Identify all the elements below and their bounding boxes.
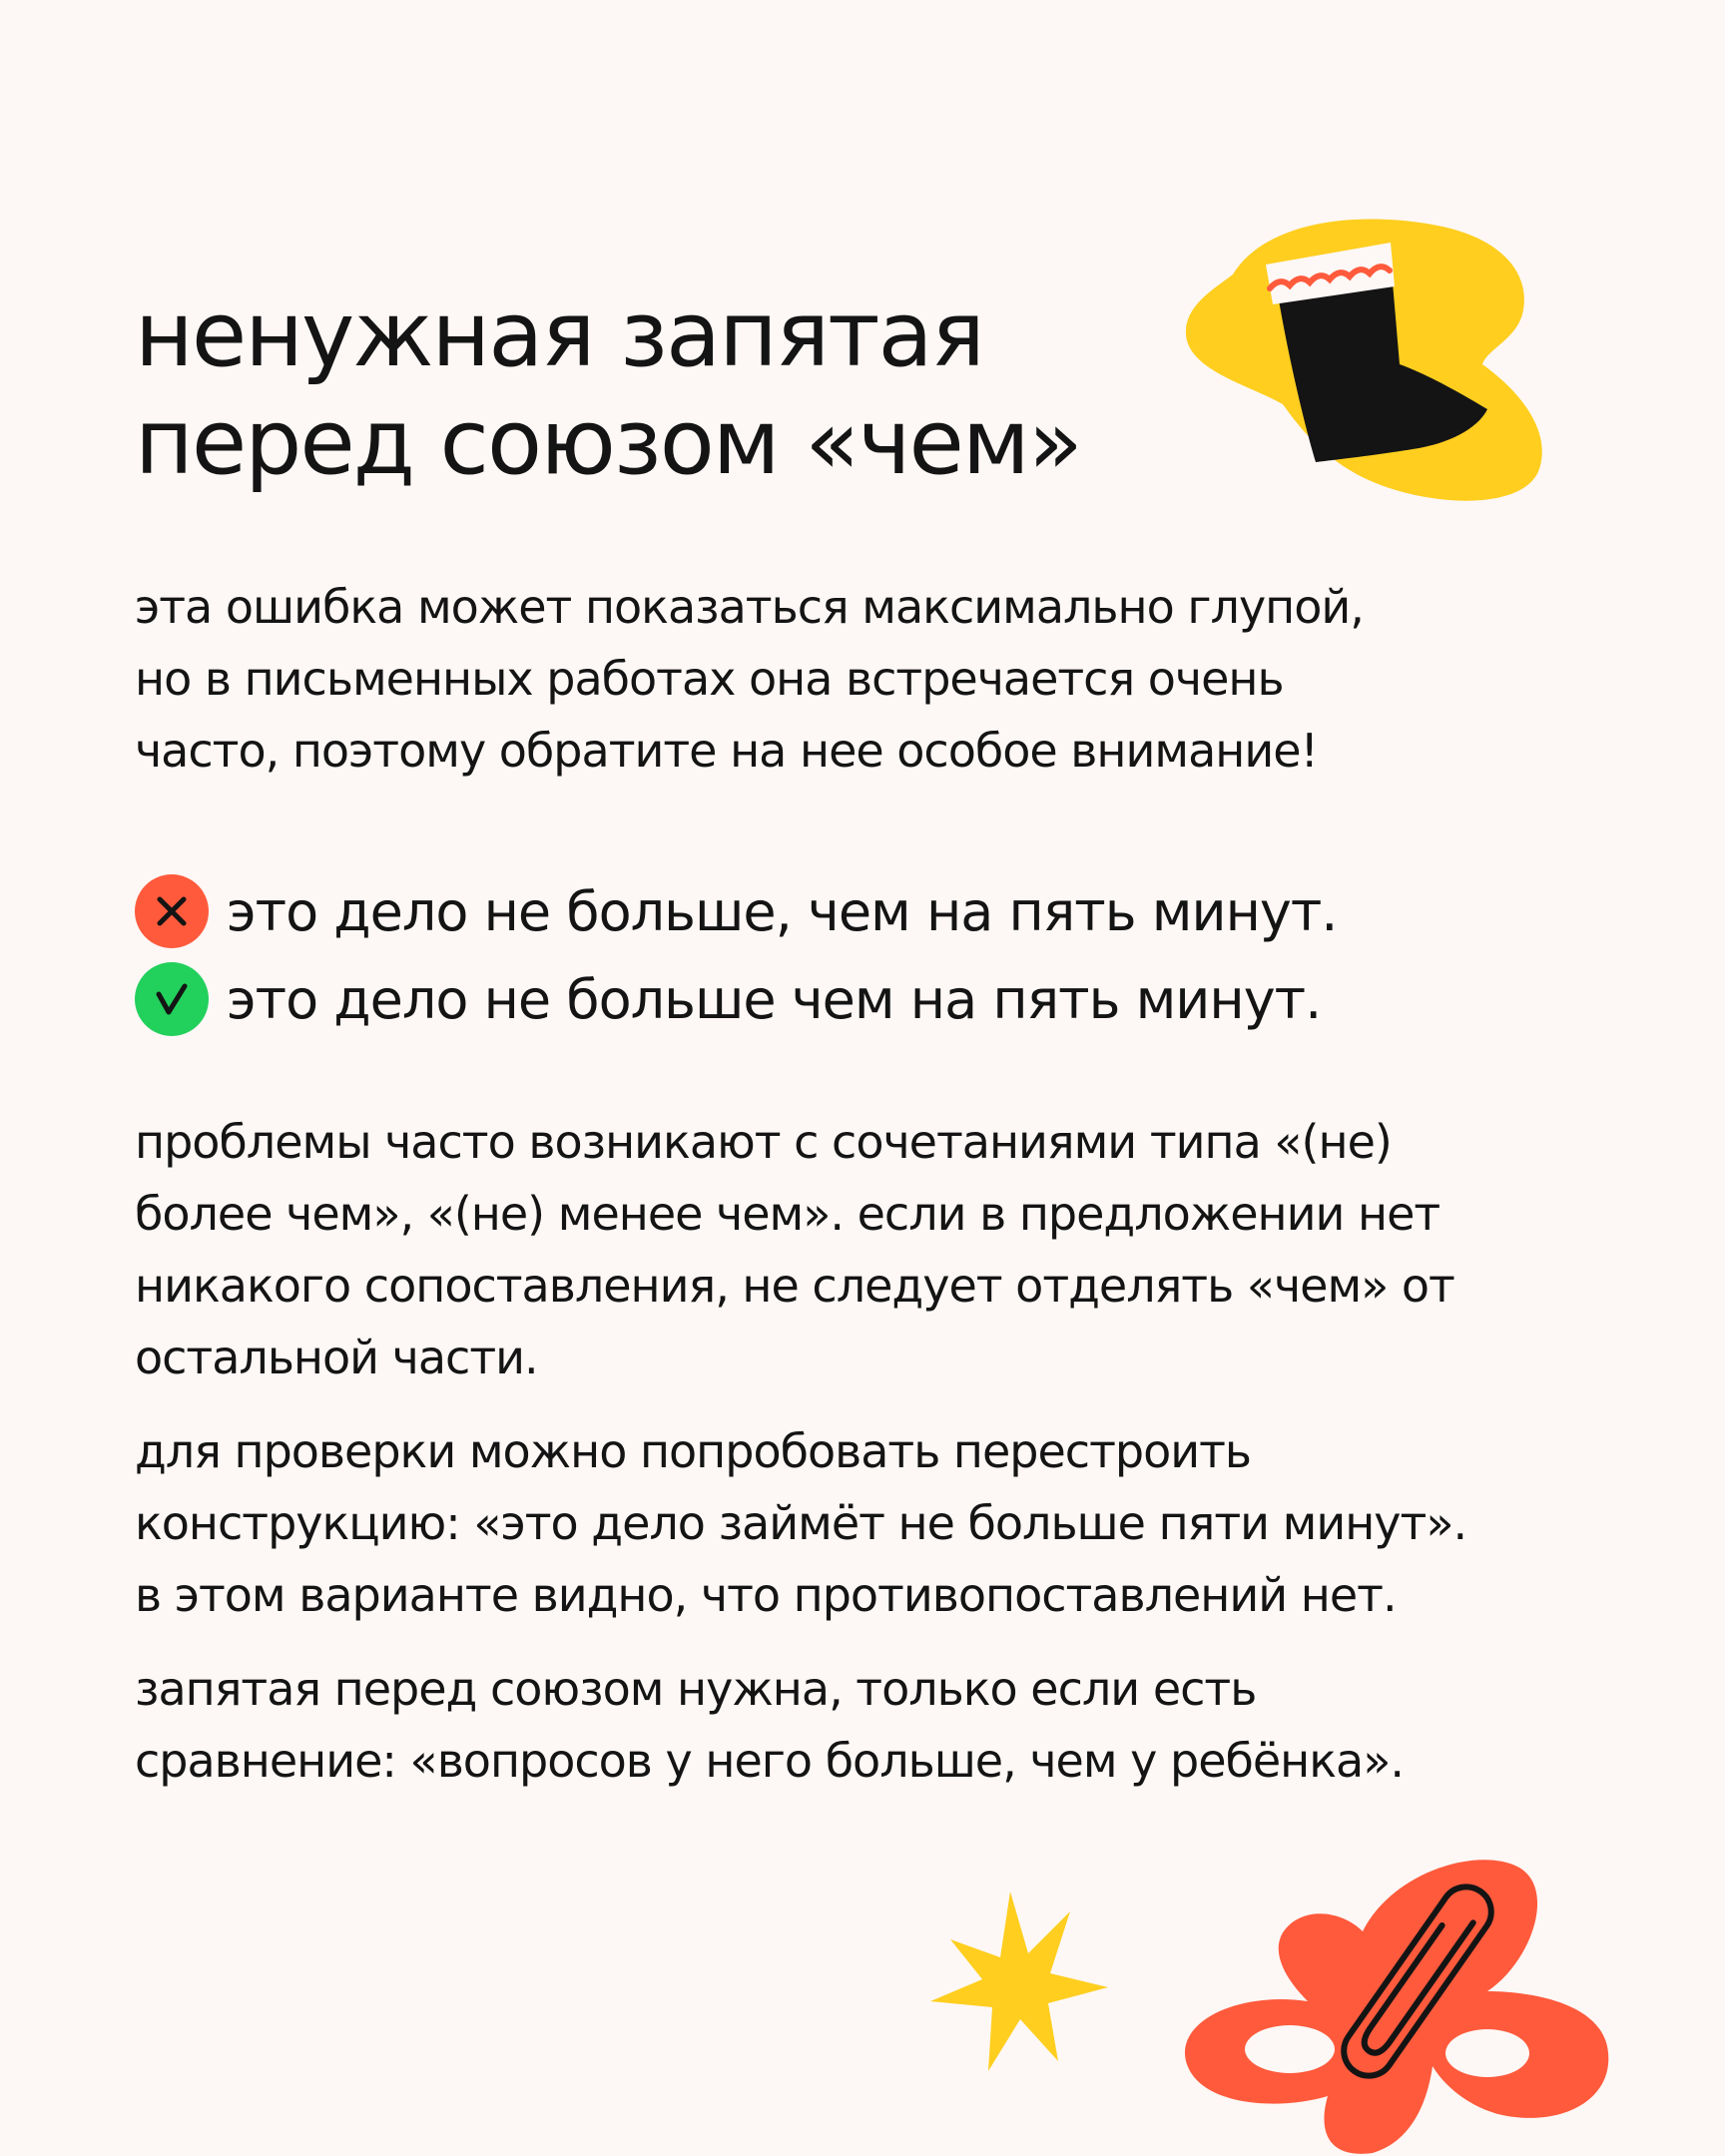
boot-icon — [1178, 205, 1547, 509]
correct-example — [135, 961, 1321, 1037]
flower-hole-right — [1445, 2029, 1529, 2077]
check-paragraph — [135, 1415, 1532, 1631]
title-line-2: перед союзом «чем» — [135, 390, 1081, 495]
comparison-line: сравнение: «вопросов у него больше, чем у ребёнка». — [135, 1734, 1404, 1788]
comparison-paragraph — [135, 1653, 1532, 1797]
problem-paragraph — [135, 1106, 1532, 1393]
wrong-example-text: это дело не больше, чем на пять минут. — [227, 879, 1338, 943]
correct-example-text: это дело не больше чем на пять минут. — [227, 967, 1322, 1031]
intro-line: но в письменных работах она встречается очень — [135, 652, 1284, 706]
intro-line: эта ошибка может показаться максимально глупой, — [135, 580, 1364, 634]
problem-line: более чем», «(не) менее чем». если в предложении нет — [135, 1187, 1440, 1241]
flower-clip-icon — [1178, 1842, 1647, 2156]
star-icon — [920, 1891, 1110, 2081]
intro-line: часто, поэтому обратите на нее особое внимание! — [135, 724, 1318, 778]
check-line: для проверки можно попробовать перестроить — [135, 1424, 1252, 1478]
intro-paragraph — [135, 571, 1532, 787]
wrong-example — [135, 873, 1337, 949]
comparison-line: запятая перед союзом нужна, только если есть — [135, 1662, 1257, 1716]
check-icon — [135, 962, 209, 1036]
flower-shape — [1185, 1860, 1608, 2154]
page-title — [135, 281, 1133, 497]
problem-line: остальной части. — [135, 1331, 538, 1384]
title-line-1: ненужная запятая — [135, 282, 983, 387]
cross-icon — [135, 874, 209, 948]
check-line: в этом варианте видно, что противопоставлений нет. — [135, 1568, 1397, 1622]
problem-line: проблемы часто возникают с сочетаниями типа «(не) — [135, 1115, 1392, 1169]
flower-hole-left — [1245, 2025, 1335, 2073]
check-line: конструкцию: «это дело займёт не больше пяти минут». — [135, 1496, 1467, 1550]
problem-line: никакого сопоставления, не следует отделять «чем» от — [135, 1259, 1454, 1313]
